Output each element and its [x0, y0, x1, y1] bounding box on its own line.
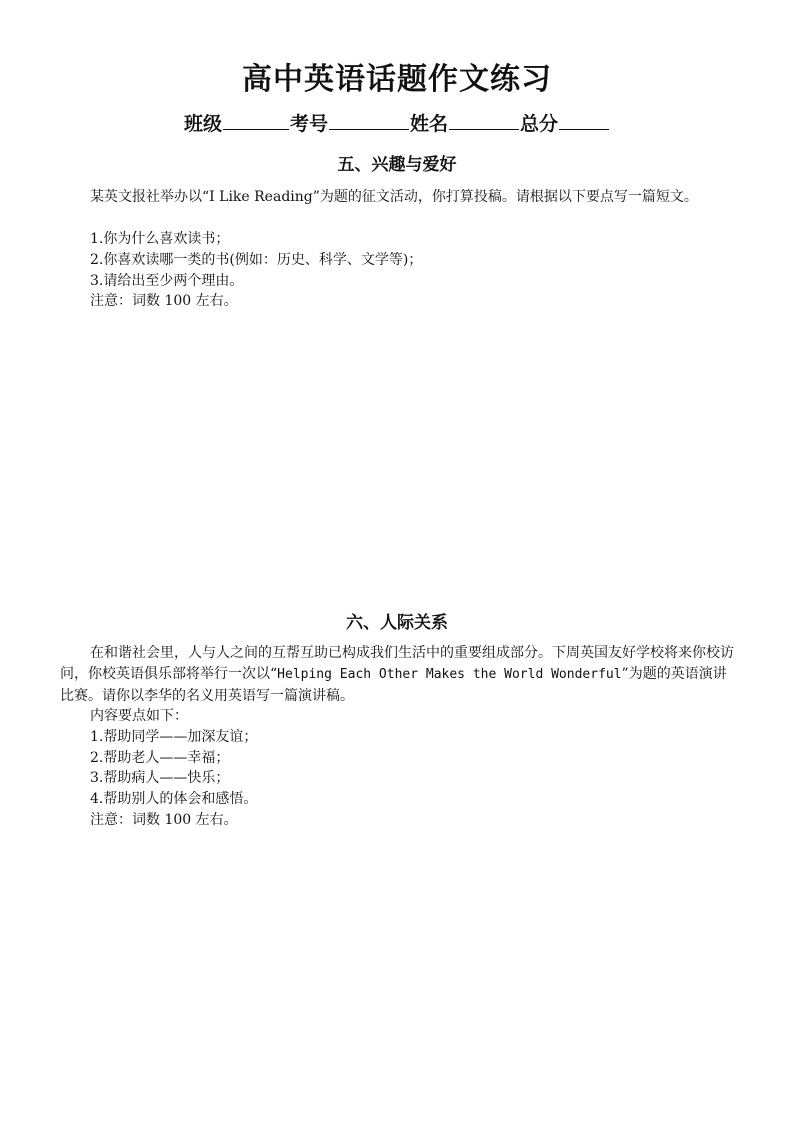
- section-6-point: 1.帮助同学——加深友谊；: [90, 728, 258, 745]
- total-score-blank[interactable]: [559, 111, 609, 130]
- student-info-line: [0, 110, 794, 138]
- section-5-heading: 五、兴趣与爱好: [337, 155, 457, 175]
- section-6-intro: [60, 643, 736, 706]
- section-6-point: 2.帮助老人——幸福；: [90, 749, 230, 766]
- class-blank[interactable]: [223, 111, 289, 130]
- section-6-point: 3.帮助病人——快乐；: [90, 770, 230, 787]
- section-6-point: 4.帮助别人的体会和感悟。: [90, 791, 258, 808]
- page-title: 高中英语话题作文练习: [242, 62, 552, 97]
- exam-number-blank[interactable]: [329, 111, 409, 130]
- section-6-intro-before: 在和谐社会里，人与人之间的互帮互助已构成我们生活中的重要组成部分。下周英国友好学校将来你校访问，你校英语俱乐部将举行一次以“: [60, 645, 734, 682]
- section-5-note: 注意：词数 100 左右。: [90, 293, 238, 310]
- section-5-intro-before: 某英文报社举办以“: [90, 189, 210, 205]
- section-5-point: 2.你喜欢读哪一类的书(例如：历史、科学、文学等)；: [90, 251, 423, 268]
- section-6-note: 注意：词数 100 左右。: [90, 811, 238, 828]
- section-5-points: [90, 229, 730, 312]
- name-label: 姓名: [410, 113, 449, 135]
- section-5-point: 1.你为什么喜欢读书；: [90, 231, 230, 247]
- section-6-intro-after: ”为题的英语演讲比赛。请你以李华的名义用英语写一篇演讲稿。: [60, 665, 727, 704]
- section-6-intro-quote: Helping Each Other Makes the World Wonderful: [277, 666, 622, 682]
- section-5-point: 3.请给出至少两个理由。: [90, 272, 244, 289]
- section-5-intro-quote: I Like Reading: [209, 189, 313, 205]
- class-label: 班级: [183, 113, 222, 135]
- section-5-intro-after: ”为题的征文活动，你打算投稿。请根据以下要点写一篇短文。: [312, 189, 698, 205]
- section-6-points: [90, 706, 730, 831]
- name-blank[interactable]: [449, 111, 519, 130]
- section-6-points-header: 内容要点如下：: [90, 708, 188, 724]
- total-score-label: 总分: [520, 113, 559, 135]
- exam-number-label: 考号: [289, 113, 328, 135]
- section-5-intro: [60, 187, 736, 208]
- section-6-heading: 六、人际关系: [346, 613, 448, 633]
